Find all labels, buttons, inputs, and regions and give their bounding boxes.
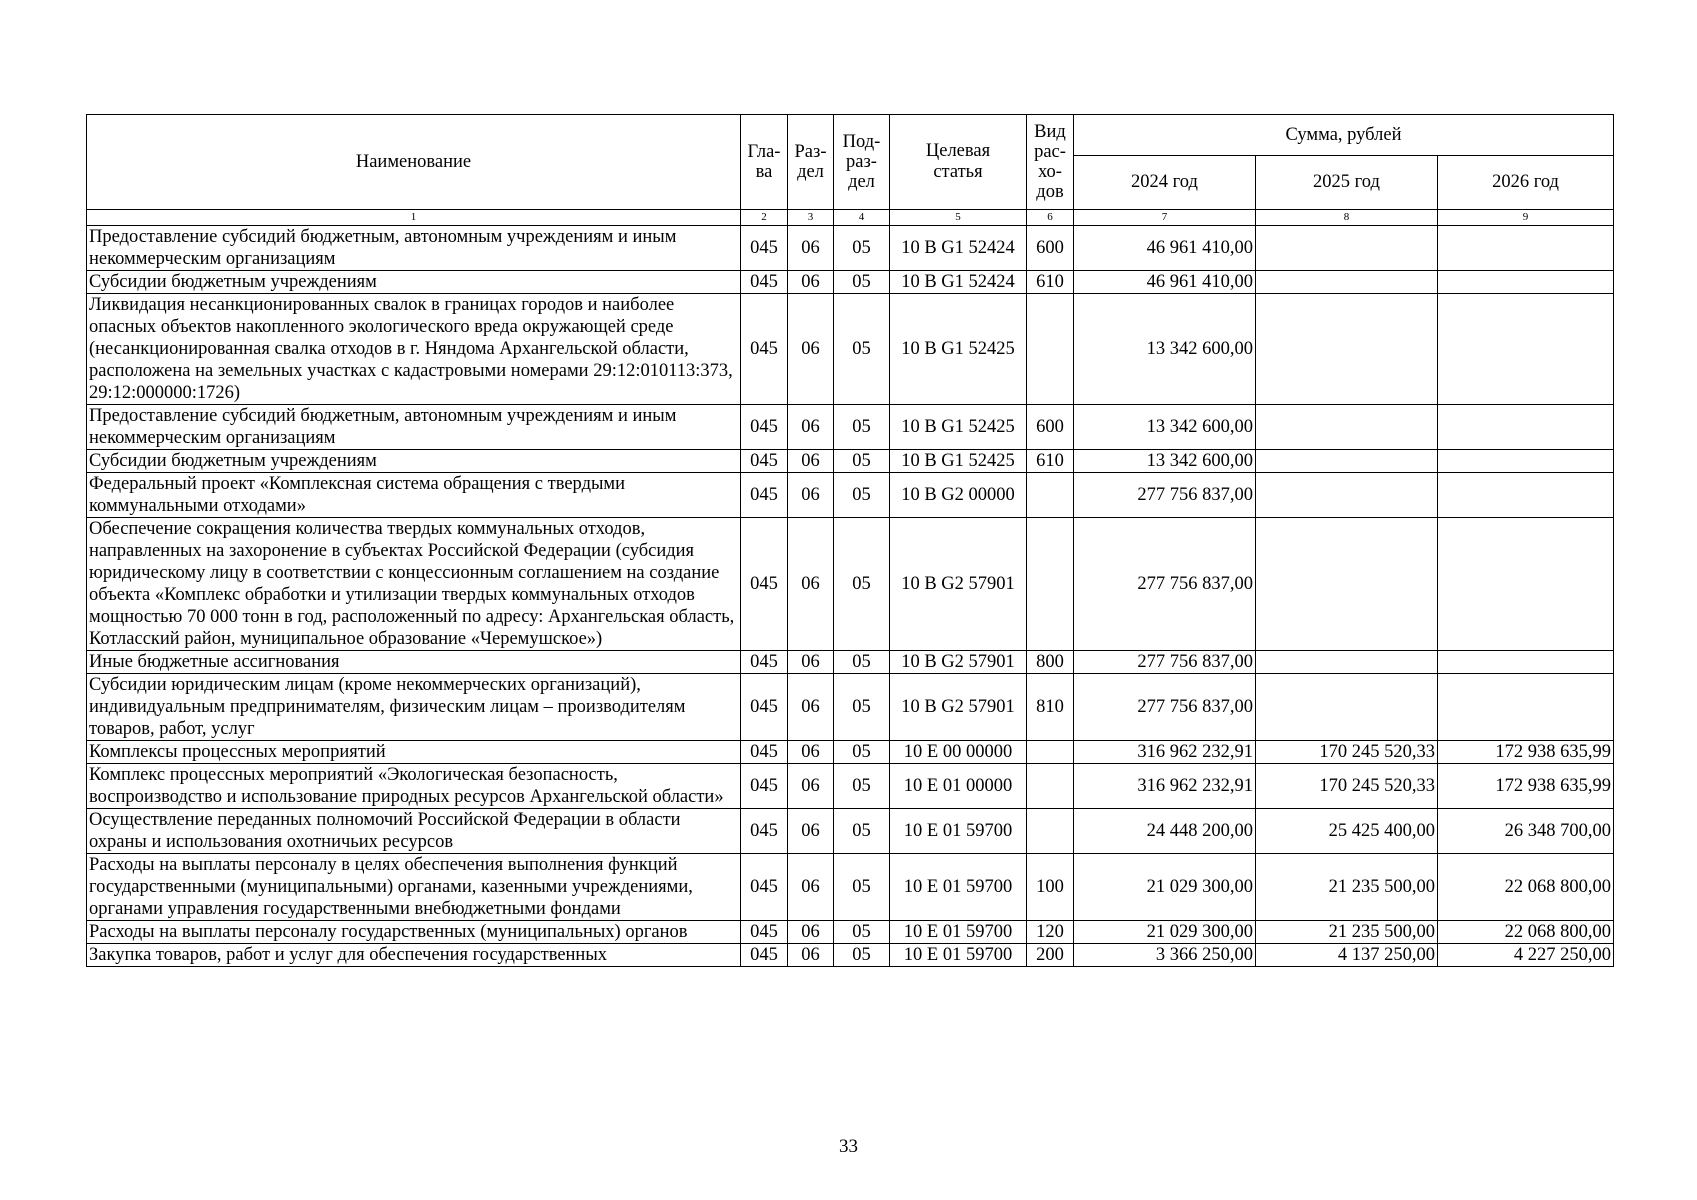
- cell-sum-2024: 3 366 250,00: [1074, 944, 1256, 967]
- cell-sum-2024: 277 756 837,00: [1074, 674, 1256, 741]
- cell-vid-rashodov: [1027, 741, 1074, 764]
- cell-sum-2024: 277 756 837,00: [1074, 473, 1256, 518]
- cell-sum-2024: 21 029 300,00: [1074, 854, 1256, 921]
- cell-vid-rashodov: 120: [1027, 921, 1074, 944]
- column-number: 9: [1438, 210, 1614, 226]
- cell-glava: 045: [741, 854, 788, 921]
- cell-sum-2026: 22 068 800,00: [1438, 854, 1614, 921]
- header-vid-rashodov: Вид рас- хо- дов: [1027, 115, 1074, 210]
- cell-glava: 045: [741, 518, 788, 651]
- cell-sum-2025: [1256, 405, 1438, 450]
- column-number: 4: [834, 210, 890, 226]
- cell-podrazdel: 05: [834, 518, 890, 651]
- table-header: [87, 115, 1614, 226]
- cell-sum-2025: 25 425 400,00: [1256, 809, 1438, 854]
- cell-celevaya-statya: 10 В G1 52425: [890, 405, 1027, 450]
- cell-sum-2025: [1256, 518, 1438, 651]
- cell-sum-2026: [1438, 450, 1614, 473]
- cell-podrazdel: 05: [834, 294, 890, 405]
- table-body: [87, 226, 1614, 967]
- column-number: 2: [741, 210, 788, 226]
- cell-name: Расходы на выплаты персоналу государственных (муниципальных) органов: [87, 921, 741, 944]
- cell-sum-2026: [1438, 674, 1614, 741]
- cell-celevaya-statya: 10 В G2 00000: [890, 473, 1027, 518]
- cell-sum-2026: [1438, 226, 1614, 271]
- table-row: [87, 518, 1614, 651]
- cell-name: Субсидии бюджетным учреждениям: [87, 271, 741, 294]
- cell-vid-rashodov: [1027, 764, 1074, 809]
- cell-name: Предоставление субсидий бюджетным, автономным учреждениям и иным некоммерческим организациям: [87, 405, 741, 450]
- cell-vid-rashodov: 810: [1027, 674, 1074, 741]
- cell-sum-2025: 21 235 500,00: [1256, 854, 1438, 921]
- cell-glava: 045: [741, 809, 788, 854]
- header-razdel: Раз- дел: [788, 115, 834, 210]
- cell-sum-2026: [1438, 518, 1614, 651]
- cell-sum-2026: 172 938 635,99: [1438, 741, 1614, 764]
- table-row: [87, 809, 1614, 854]
- cell-glava: 045: [741, 294, 788, 405]
- column-number: 8: [1256, 210, 1438, 226]
- cell-celevaya-statya: 10 Е 01 59700: [890, 809, 1027, 854]
- cell-razdel: 06: [788, 809, 834, 854]
- column-number: 3: [788, 210, 834, 226]
- cell-razdel: 06: [788, 921, 834, 944]
- cell-podrazdel: 05: [834, 674, 890, 741]
- header-summa: Сумма, рублей: [1074, 115, 1614, 156]
- cell-sum-2025: [1256, 294, 1438, 405]
- table-row: [87, 921, 1614, 944]
- cell-sum-2024: 316 962 232,91: [1074, 764, 1256, 809]
- cell-sum-2026: 22 068 800,00: [1438, 921, 1614, 944]
- cell-podrazdel: 05: [834, 741, 890, 764]
- cell-razdel: 06: [788, 674, 834, 741]
- cell-name: Комплексы процессных мероприятий: [87, 741, 741, 764]
- column-number-row: [87, 210, 1614, 226]
- cell-glava: 045: [741, 226, 788, 271]
- cell-vid-rashodov: [1027, 473, 1074, 518]
- cell-name: Обеспечение сокращения количества твердых коммунальных отходов, направленных на захоронение в субъектах Российской Федерации (субсидия юридическому лицу в соответствии с концессионным соглашением на создание объекта «Комплекс обработки и утилизации твердых коммунальных отходов мощностью 70 000 тонн в год, расположенный по адресу: Архангельская область, Котласский район, муниципальное образование «Черемушское»): [87, 518, 741, 651]
- cell-name: Закупка товаров, работ и услуг для обеспечения государственных: [87, 944, 741, 967]
- cell-celevaya-statya: 10 В G1 52424: [890, 271, 1027, 294]
- cell-sum-2025: 170 245 520,33: [1256, 764, 1438, 809]
- cell-sum-2025: [1256, 450, 1438, 473]
- cell-podrazdel: 05: [834, 226, 890, 271]
- table-row: [87, 854, 1614, 921]
- table-row: [87, 741, 1614, 764]
- cell-celevaya-statya: 10 Е 01 00000: [890, 764, 1027, 809]
- cell-razdel: 06: [788, 226, 834, 271]
- cell-glava: 045: [741, 764, 788, 809]
- cell-sum-2024: 13 342 600,00: [1074, 294, 1256, 405]
- cell-sum-2026: [1438, 294, 1614, 405]
- cell-name: Субсидии бюджетным учреждениям: [87, 450, 741, 473]
- cell-sum-2025: [1256, 674, 1438, 741]
- cell-celevaya-statya: 10 Е 00 00000: [890, 741, 1027, 764]
- cell-podrazdel: 05: [834, 450, 890, 473]
- cell-glava: 045: [741, 450, 788, 473]
- cell-razdel: 06: [788, 271, 834, 294]
- table-row: [87, 226, 1614, 271]
- cell-glava: 045: [741, 741, 788, 764]
- cell-razdel: 06: [788, 944, 834, 967]
- cell-vid-rashodov: 100: [1027, 854, 1074, 921]
- cell-sum-2024: 21 029 300,00: [1074, 921, 1256, 944]
- cell-glava: 045: [741, 405, 788, 450]
- cell-celevaya-statya: 10 В G2 57901: [890, 674, 1027, 741]
- cell-name: Комплекс процессных мероприятий «Экологическая безопасность, воспроизводство и использование природных ресурсов Архангельской области»: [87, 764, 741, 809]
- cell-sum-2026: 172 938 635,99: [1438, 764, 1614, 809]
- cell-glava: 045: [741, 921, 788, 944]
- cell-celevaya-statya: 10 В G1 52425: [890, 450, 1027, 473]
- cell-podrazdel: 05: [834, 271, 890, 294]
- cell-podrazdel: 05: [834, 854, 890, 921]
- cell-celevaya-statya: 10 Е 01 59700: [890, 921, 1027, 944]
- cell-sum-2025: 21 235 500,00: [1256, 921, 1438, 944]
- cell-vid-rashodov: 800: [1027, 651, 1074, 674]
- table-row: [87, 271, 1614, 294]
- cell-podrazdel: 05: [834, 921, 890, 944]
- page-number: 33: [839, 1136, 858, 1157]
- cell-sum-2025: [1256, 651, 1438, 674]
- cell-podrazdel: 05: [834, 944, 890, 967]
- cell-razdel: 06: [788, 294, 834, 405]
- cell-vid-rashodov: [1027, 294, 1074, 405]
- table-row: [87, 473, 1614, 518]
- cell-sum-2024: 277 756 837,00: [1074, 651, 1256, 674]
- cell-razdel: 06: [788, 741, 834, 764]
- cell-vid-rashodov: 600: [1027, 405, 1074, 450]
- cell-sum-2025: [1256, 473, 1438, 518]
- table-row: [87, 944, 1614, 967]
- cell-sum-2025: [1256, 271, 1438, 294]
- cell-razdel: 06: [788, 854, 834, 921]
- cell-podrazdel: 05: [834, 473, 890, 518]
- cell-sum-2024: 46 961 410,00: [1074, 226, 1256, 271]
- cell-vid-rashodov: 610: [1027, 271, 1074, 294]
- cell-sum-2026: [1438, 405, 1614, 450]
- cell-sum-2024: 46 961 410,00: [1074, 271, 1256, 294]
- cell-sum-2024: 24 448 200,00: [1074, 809, 1256, 854]
- cell-sum-2024: 13 342 600,00: [1074, 405, 1256, 450]
- column-number: 5: [890, 210, 1027, 226]
- cell-vid-rashodov: [1027, 809, 1074, 854]
- header-name: Наименование: [87, 115, 741, 210]
- header-year-2025: 2025 год: [1256, 156, 1438, 210]
- cell-razdel: 06: [788, 651, 834, 674]
- cell-glava: 045: [741, 271, 788, 294]
- cell-glava: 045: [741, 944, 788, 967]
- cell-name: Ликвидация несанкционированных свалок в границах городов и наиболее опасных объектов накопленного экологического вреда окружающей среде (несанкционированная свалка отходов в г. Няндома Архангельской области, расположена на земельных участках с кадастровыми номерами 29:12:010113:373, 29:12:000000:1726): [87, 294, 741, 405]
- cell-razdel: 06: [788, 450, 834, 473]
- cell-celevaya-statya: 10 В G1 52425: [890, 294, 1027, 405]
- budget-table: [86, 114, 1614, 967]
- table-row: [87, 405, 1614, 450]
- cell-name: Предоставление субсидий бюджетным, автономным учреждениям и иным некоммерческим организациям: [87, 226, 741, 271]
- cell-sum-2025: 4 137 250,00: [1256, 944, 1438, 967]
- table-row: [87, 294, 1614, 405]
- cell-sum-2024: 316 962 232,91: [1074, 741, 1256, 764]
- table-row: [87, 764, 1614, 809]
- cell-sum-2024: 13 342 600,00: [1074, 450, 1256, 473]
- cell-podrazdel: 05: [834, 651, 890, 674]
- cell-celevaya-statya: 10 В G2 57901: [890, 651, 1027, 674]
- cell-razdel: 06: [788, 473, 834, 518]
- cell-name: Расходы на выплаты персоналу в целях обеспечения выполнения функций государственными (муниципальными) органами, казенными учреждениями, органами управления государственными внебюджетными фондами: [87, 854, 741, 921]
- cell-razdel: 06: [788, 405, 834, 450]
- cell-sum-2026: [1438, 651, 1614, 674]
- cell-vid-rashodov: 600: [1027, 226, 1074, 271]
- cell-podrazdel: 05: [834, 764, 890, 809]
- cell-glava: 045: [741, 473, 788, 518]
- cell-celevaya-statya: 10 В G1 52424: [890, 226, 1027, 271]
- cell-sum-2026: [1438, 271, 1614, 294]
- header-podrazdel: Под- раз- дел: [834, 115, 890, 210]
- cell-sum-2025: [1256, 226, 1438, 271]
- cell-podrazdel: 05: [834, 405, 890, 450]
- cell-celevaya-statya: 10 В G2 57901: [890, 518, 1027, 651]
- cell-glava: 045: [741, 651, 788, 674]
- header-year-2026: 2026 год: [1438, 156, 1614, 210]
- cell-celevaya-statya: 10 Е 01 59700: [890, 854, 1027, 921]
- column-number: 1: [87, 210, 741, 226]
- cell-name: Иные бюджетные ассигнования: [87, 651, 741, 674]
- cell-glava: 045: [741, 674, 788, 741]
- cell-razdel: 06: [788, 518, 834, 651]
- cell-sum-2026: 4 227 250,00: [1438, 944, 1614, 967]
- header-celevaya-statya: Целевая статья: [890, 115, 1027, 210]
- column-number: 7: [1074, 210, 1256, 226]
- cell-vid-rashodov: 200: [1027, 944, 1074, 967]
- header-year-2024: 2024 год: [1074, 156, 1256, 210]
- cell-name: Осуществление переданных полномочий Российской Федерации в области охраны и использования охотничьих ресурсов: [87, 809, 741, 854]
- table-row: [87, 450, 1614, 473]
- cell-vid-rashodov: 610: [1027, 450, 1074, 473]
- column-number: 6: [1027, 210, 1074, 226]
- cell-sum-2025: 170 245 520,33: [1256, 741, 1438, 764]
- cell-name: Субсидии юридическим лицам (кроме некоммерческих организаций), индивидуальным предпринимателям, физическим лицам – производителям товаров, работ, услуг: [87, 674, 741, 741]
- cell-vid-rashodov: [1027, 518, 1074, 651]
- cell-name: Федеральный проект «Комплексная система обращения с твердыми коммунальными отходами»: [87, 473, 741, 518]
- table-row: [87, 674, 1614, 741]
- cell-celevaya-statya: 10 Е 01 59700: [890, 944, 1027, 967]
- cell-sum-2026: 26 348 700,00: [1438, 809, 1614, 854]
- cell-razdel: 06: [788, 764, 834, 809]
- cell-sum-2024: 277 756 837,00: [1074, 518, 1256, 651]
- header-glava: Гла- ва: [741, 115, 788, 210]
- cell-podrazdel: 05: [834, 809, 890, 854]
- table-row: [87, 651, 1614, 674]
- cell-sum-2026: [1438, 473, 1614, 518]
